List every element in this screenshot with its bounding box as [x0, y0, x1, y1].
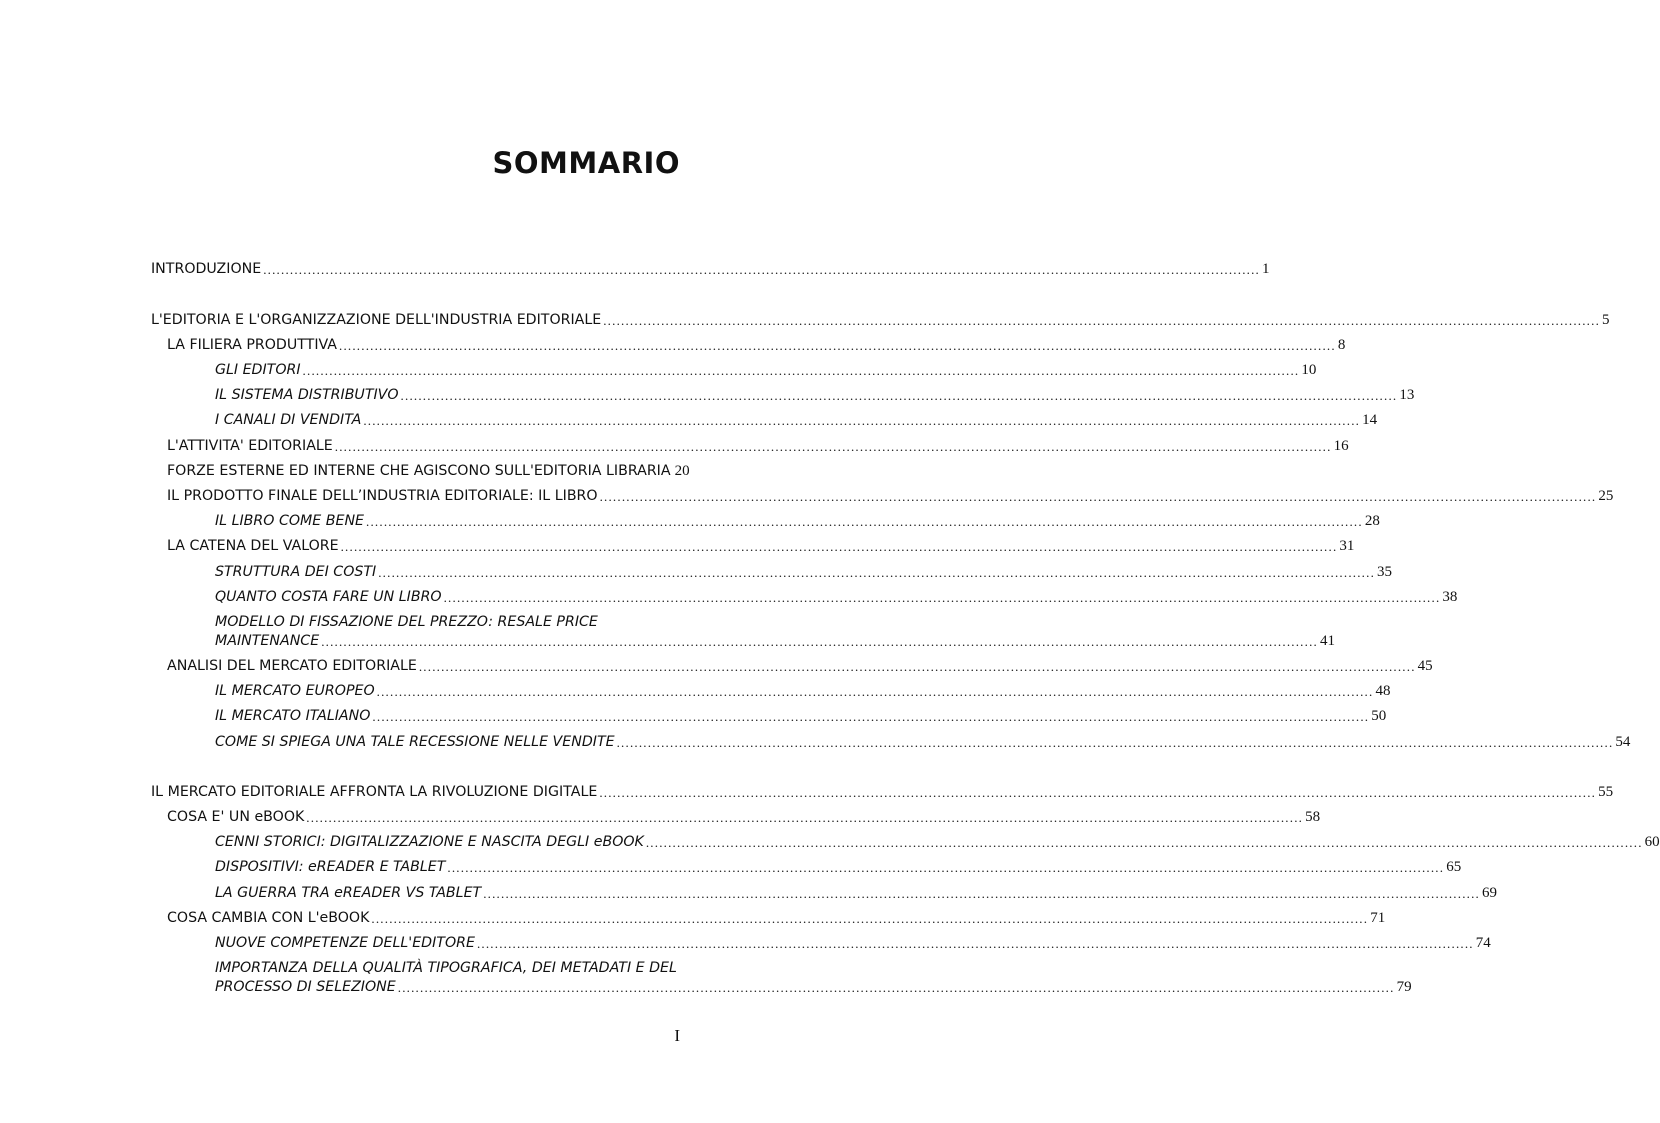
toc-entry-page: 45: [1417, 658, 1433, 674]
toc-entry-label: MAINTENANCE: [215, 633, 320, 649]
toc-leader-dots: ................................................................................................................................................................................................................................: [371, 911, 1369, 926]
toc-entry-mercato-italiano[interactable]: [215, 707, 1387, 726]
toc-leader-dots: ................................................................................................................................................................................................................................: [400, 388, 1398, 403]
toc-entry-libro-come-bene[interactable]: [215, 512, 1380, 531]
toc-entry-page: 38: [1442, 589, 1458, 605]
toc-entry-page: 1: [1262, 261, 1270, 277]
toc-entry-attivita-editoriale[interactable]: [167, 437, 1349, 456]
toc-leader-dots: ................................................................................................................................................................................................................................: [447, 860, 1445, 875]
toc-entry-modello-line1[interactable]: MODELLO DI FISSAZIONE DEL PREZZO: RESALE PRICE: [215, 614, 598, 630]
toc-entry-page: 48: [1375, 683, 1391, 699]
toc-entry-page: 74: [1475, 935, 1491, 951]
toc-entry-label: DISPOSITIVI: eREADER E TABLET: [215, 859, 446, 875]
toc-entry-label: I CANALI DI VENDITA: [215, 412, 362, 428]
toc-leader-dots: ................................................................................................................................................................................................................................: [302, 363, 1300, 378]
toc-entry-analisi-mercato[interactable]: [167, 657, 1433, 676]
toc-entry-page: 65: [1446, 859, 1462, 875]
toc-entry-quanto-costa[interactable]: [215, 588, 1458, 607]
toc-entry-label: L'EDITORIA E L'ORGANIZZAZIONE DELL'INDUSTRIA EDITORIALE: [151, 312, 602, 328]
toc-entry-page: 13: [1399, 387, 1415, 403]
toc-entry-label: COME SI SPIEGA UNA TALE RECESSIONE NELLE VENDITE: [215, 734, 615, 750]
toc-entry-page: 79: [1396, 979, 1412, 995]
toc-leader-dots: ................................................................................................................................................................................................................................: [339, 338, 1336, 353]
toc-entry-page: 41: [1320, 633, 1335, 649]
toc-entry-struttura-costi[interactable]: [215, 563, 1393, 582]
toc-leader-dots: ................................................................................................................................................................................................................................: [334, 439, 1332, 454]
toc-entry-forze-esterne[interactable]: [167, 462, 690, 481]
toc-entry-editoria[interactable]: [151, 311, 1610, 330]
toc-entry-label: GLI EDITORI: [215, 362, 301, 378]
toc-entry-page: 28: [1364, 513, 1380, 529]
toc-leader-dots: ................................................................................................................................................................................................................................: [443, 590, 1441, 605]
toc-entry-label: PROCESSO DI SELEZIONE: [215, 979, 396, 995]
toc-entry-label: COSA E' UN eBOOK: [167, 809, 305, 825]
toc-entry-canali-vendita[interactable]: [215, 411, 1378, 430]
toc-entry-label: IL MERCATO EUROPEO: [215, 683, 375, 699]
toc-entry-importanza[interactable]: [215, 978, 1412, 997]
toc-entry-mercato-europeo[interactable]: [215, 682, 1391, 701]
toc-leader-dots: ................................................................................................................................................................................................................................: [363, 413, 1361, 428]
toc-entry-page: 20: [674, 463, 690, 479]
toc-entry-page: 54: [1615, 734, 1631, 750]
toc-entry-page: 31: [1339, 538, 1355, 554]
toc-leader-dots: ................................................................................................................................................................................................................................: [366, 514, 1363, 529]
toc-entry-page: 35: [1377, 564, 1393, 580]
toc-entry-page: 71: [1370, 910, 1386, 926]
toc-entry-cosa-ebook[interactable]: [167, 808, 1321, 827]
toc-entry-page: 60: [1644, 834, 1660, 850]
toc-entry-page: 50: [1371, 708, 1387, 724]
toc-entry-label: FORZE ESTERNE ED INTERNE CHE AGISCONO SULL'EDITORIA LIBRARIA: [167, 463, 671, 479]
toc-entry-page: 58: [1305, 809, 1321, 825]
toc-leader-dots: ................................................................................................................................................................................................................................: [418, 659, 1416, 674]
toc-leader-dots: ................................................................................................................................................................................................................................: [376, 684, 1374, 699]
toc-entry-filiera[interactable]: [167, 336, 1346, 355]
toc-entry-page: 14: [1362, 412, 1378, 428]
toc-entry-page: 5: [1602, 312, 1610, 328]
toc-leader-dots: ................................................................................................................................................................................................................................: [397, 980, 1395, 995]
toc-entry-label: LA FILIERA PRODUTTIVA: [167, 337, 337, 353]
toc-leader-dots: ................................................................................................................................................................................................................................: [645, 835, 1643, 850]
toc-entry-label: CENNI STORICI: DIGITALIZZAZIONE E NASCITA DEGLI eBOOK: [215, 834, 644, 850]
page-title: SOMMARIO: [492, 146, 680, 180]
page-number: I: [674, 1026, 680, 1045]
toc-entry-label: IL MERCATO ITALIANO: [215, 708, 371, 724]
toc-entry-cenni-storici[interactable]: [215, 833, 1660, 852]
toc-entry-sistema-distributivo[interactable]: [215, 386, 1415, 405]
toc-entry-page: 16: [1333, 438, 1349, 454]
toc-leader-dots: ................................................................................................................................................................................................................................: [476, 936, 1474, 951]
toc-entry-importanza-line1[interactable]: IMPORTANZA DELLA QUALITÀ TIPOGRAFICA, DEI METADATI E DEL: [215, 960, 677, 976]
toc-entry-label: LA CATENA DEL VALORE: [167, 538, 339, 554]
toc-entry-label: INTRODUZIONE: [151, 261, 262, 277]
toc-leader-dots: ................................................................................................................................................................................................................................: [340, 539, 1338, 554]
toc-entry-nuove-competenze[interactable]: [215, 934, 1491, 953]
toc-entry-page: 69: [1482, 885, 1498, 901]
toc-entry-label: NUOVE COMPETENZE DELL'EDITORE: [215, 935, 475, 951]
toc-entry-label: QUANTO COSTA FARE UN LIBRO: [215, 589, 442, 605]
toc-entry-dispositivi[interactable]: [215, 858, 1462, 877]
toc-entry-editori[interactable]: [215, 361, 1317, 380]
toc-entry-label: IL MERCATO EDITORIALE AFFRONTA LA RIVOLUZIONE DIGITALE: [151, 784, 598, 800]
toc-entry-label: STRUTTURA DEI COSTI: [215, 564, 377, 580]
toc-leader-dots: ................................................................................................................................................................................................................................: [321, 634, 1318, 649]
toc-entry-label: IL LIBRO COME BENE: [215, 513, 365, 529]
toc-entry-rivoluzione-digitale[interactable]: [151, 783, 1614, 802]
toc-leader-dots: ................................................................................................................................................................................................................................: [306, 810, 1304, 825]
toc-leader-dots: ................................................................................................................................................................................................................................: [483, 886, 1481, 901]
toc-entry-guerra[interactable]: [215, 884, 1498, 903]
toc-entry-modello-fissazione[interactable]: [215, 632, 1335, 651]
toc-leader-dots: ................................................................................................................................................................................................................................: [378, 565, 1376, 580]
toc-leader-dots: ................................................................................................................................................................................................................................: [372, 709, 1370, 724]
toc-entry-label: LA GUERRA TRA eREADER VS TABLET: [215, 885, 482, 901]
toc-entry-cosa-cambia[interactable]: [167, 909, 1386, 928]
toc-entry-label: L'ATTIVITA' EDITORIALE: [167, 438, 333, 454]
toc-leader-dots: ................................................................................................................................................................................................................................: [263, 262, 1261, 277]
toc-entry-catena-valore[interactable]: [167, 537, 1355, 556]
toc-entry-label: IL SISTEMA DISTRIBUTIVO: [215, 387, 399, 403]
toc-leader-dots: ................................................................................................................................................................................................................................: [599, 785, 1597, 800]
toc-entry-page: 8: [1337, 337, 1346, 353]
toc-leader-dots: ................................................................................................................................................................................................................................: [603, 313, 1601, 328]
toc-entry-label: IL PRODOTTO FINALE DELL’INDUSTRIA EDITORIALE: IL LIBRO: [167, 488, 598, 504]
toc-entry-page: 55: [1598, 784, 1614, 800]
toc-leader-dots: ................................................................................................................................................................................................................................: [599, 489, 1597, 504]
toc-entry-label: COSA CAMBIA CON L'eBOOK: [167, 910, 370, 926]
toc-entry-label: ANALISI DEL MERCATO EDITORIALE: [167, 658, 417, 674]
toc-leader-dots: ................................................................................................................................................................................................................................: [616, 735, 1614, 750]
toc-entry-introduzione[interactable]: [151, 260, 1270, 279]
toc-entry-page: 10: [1301, 362, 1317, 378]
toc-entry-page: 25: [1598, 488, 1614, 504]
toc-entry-recessione[interactable]: [215, 733, 1631, 752]
toc-entry-prodotto-finale[interactable]: [167, 487, 1614, 506]
